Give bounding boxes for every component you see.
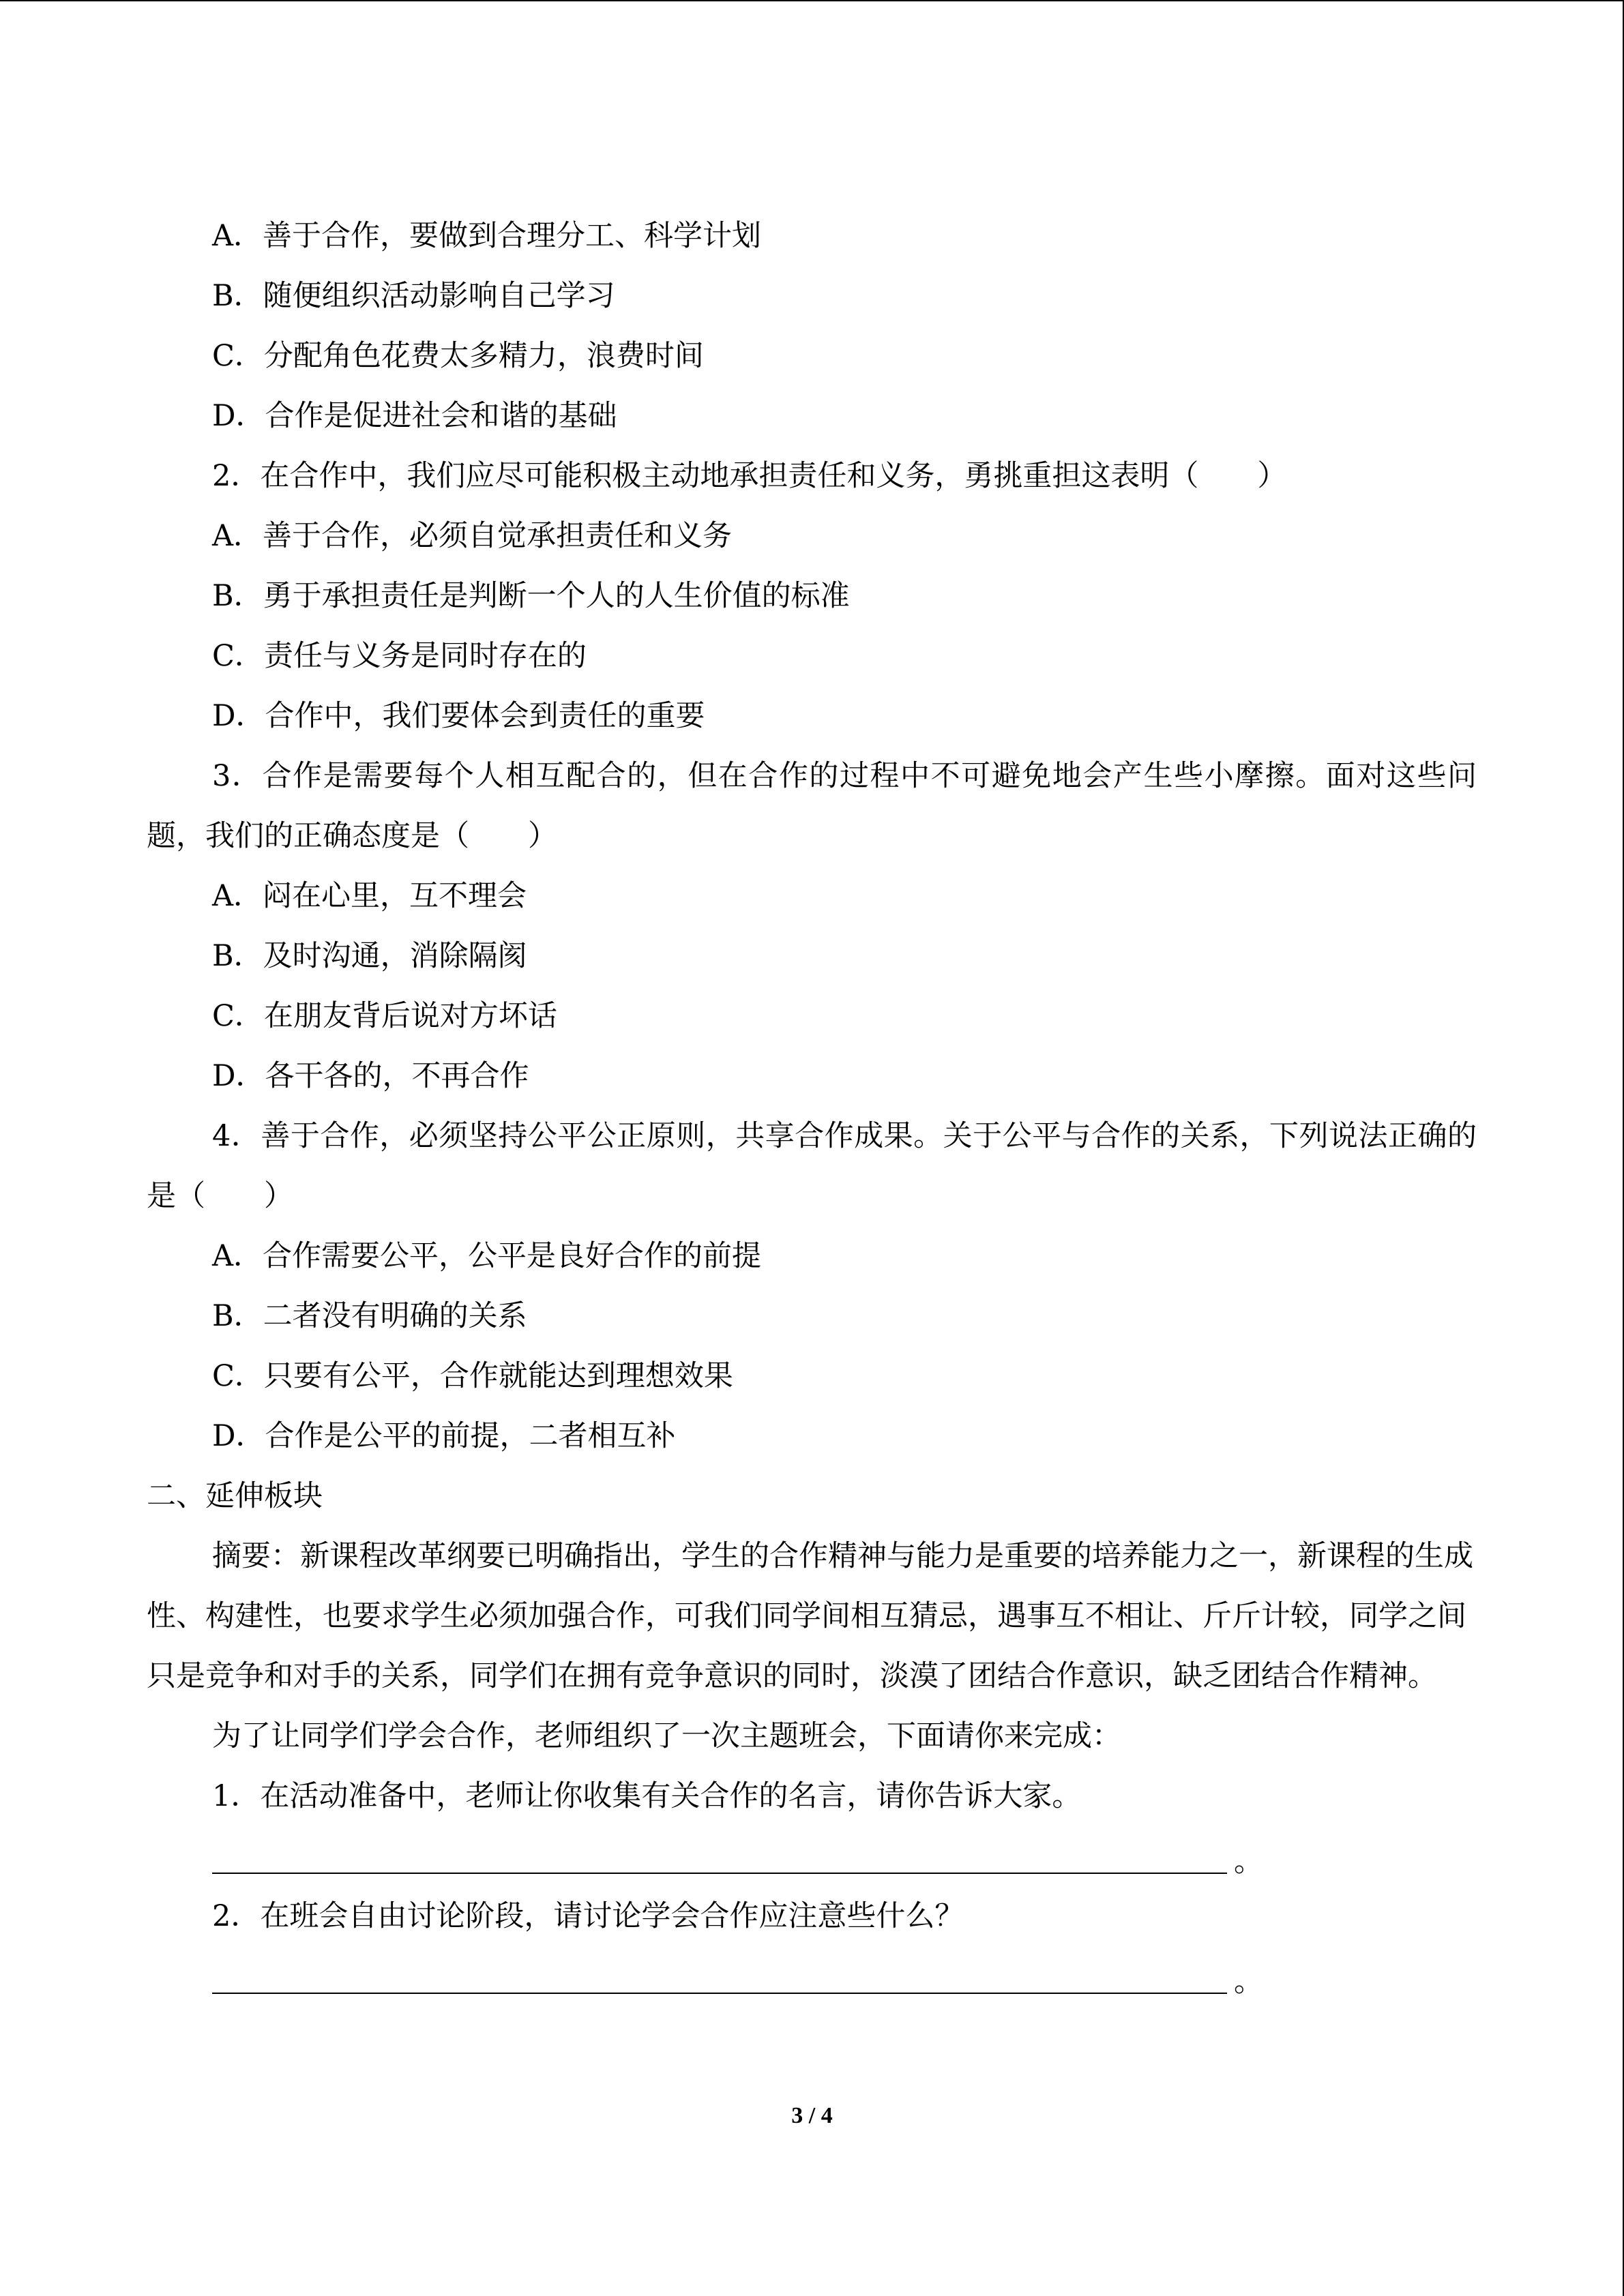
q3-option-b: B．及时沟通，消除隔阂	[212, 939, 527, 973]
q2-stem: 2．在合作中，我们应尽可能积极主动地承担责任和义务，勇挑重担这表明（ ）	[212, 459, 1287, 493]
q2-option-d: D．合作中，我们要体会到责任的重要	[212, 699, 705, 733]
task-1-answer-period: 。	[1234, 1845, 1263, 1879]
q3-option-a: A．闷在心里，互不理会	[212, 879, 527, 913]
q3-option-c: C．在朋友背后说对方坏话	[212, 999, 557, 1033]
page-number: 3 / 4	[791, 2103, 833, 2128]
task-2-answer-row	[147, 1946, 1477, 2006]
q2-option-c: C．责任与义务是同时存在的	[212, 639, 587, 673]
q1-option-d: D．合作是促进社会和谐的基础	[212, 399, 617, 433]
task-1-prompt: 1．在活动准备中，老师让你收集有关合作的名言，请你告诉大家。	[212, 1779, 1082, 1813]
abstract-paragraph: 摘要：新课程改革纲要已明确指出，学生的合作精神与能力是重要的培养能力之一，新课程的生成性、构建性，也要求学生必须加强合作，可我们同学间相互猜忌，遇事互不相让、斤斤计较，同学之间只是竞争和对手的关系，同学们在拥有竞争意识的同时，淡漠了团结合作意识，缺乏团结合作精神。	[147, 1539, 1473, 1693]
section-heading: 二、延伸板块	[147, 1479, 323, 1513]
q1-option-b: B．随便组织活动影响自己学习	[212, 279, 615, 313]
q2-option-a: A．善于合作，必须自觉承担责任和义务	[212, 519, 733, 553]
q4-option-c: C．只要有公平，合作就能达到理想效果	[212, 1359, 733, 1393]
task-2-prompt: 2．在班会自由讨论阶段，请讨论学会合作应注意些什么？	[212, 1899, 964, 1933]
q1-option-a: A．善于合作，要做到合理分工、科学计划	[212, 219, 762, 253]
task-1-answer-blank[interactable]	[212, 1873, 1227, 1874]
q2-option-b: B．勇于承担责任是判断一个人的人生价值的标准	[212, 579, 850, 613]
task-1-answer-row	[147, 1826, 1477, 1886]
task-2-answer-blank[interactable]	[212, 1993, 1227, 1994]
task-intro: 为了让同学们学会合作，老师组织了一次主题班会，下面请你来完成：	[212, 1719, 1121, 1753]
q4-option-a: A．合作需要公平，公平是良好合作的前提	[212, 1239, 762, 1273]
q3-stem: 3．合作是需要每个人相互配合的，但在合作的过程中不可避免地会产生些小摩擦。面对这些问题，我们的正确态度是（ ）	[147, 759, 1477, 853]
q4-option-d: D．合作是公平的前提，二者相互补	[212, 1419, 676, 1453]
q4-stem: 4．善于合作，必须坚持公平公正原则，共享合作成果。关于公平与合作的关系，下列说法正确的是（ ）	[147, 1119, 1477, 1213]
q4-option-b: B．二者没有明确的关系	[212, 1299, 527, 1333]
task-2-answer-period: 。	[1234, 1965, 1263, 1999]
q3-option-d: D．各干各的，不再合作	[212, 1059, 529, 1093]
q1-option-c: C．分配角色花费太多精力，浪费时间	[212, 339, 704, 373]
page-content	[147, 206, 1477, 2006]
